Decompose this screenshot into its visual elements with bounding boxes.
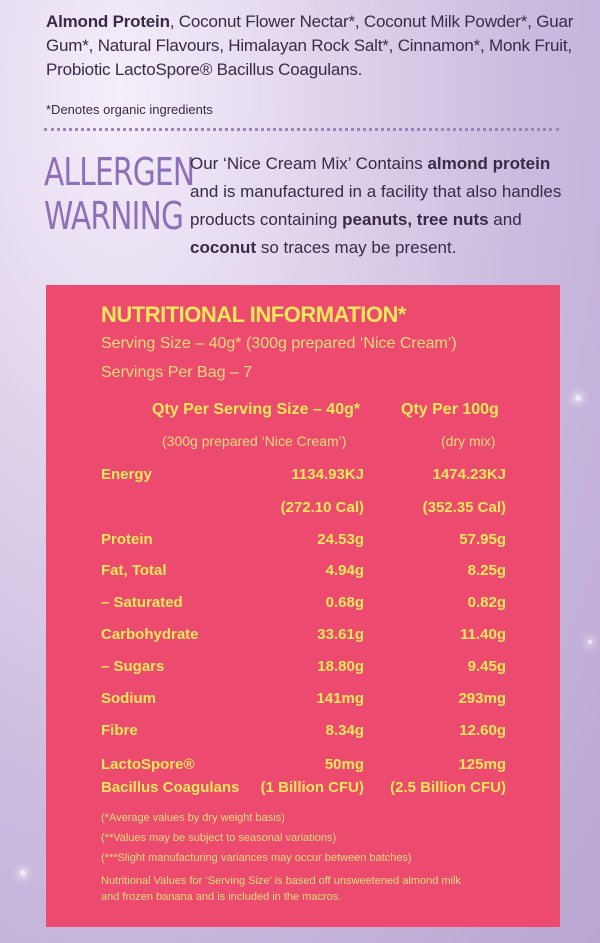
row-label: Protein: [101, 531, 153, 548]
col2-header: Qty Per 100g: [401, 401, 499, 418]
row-label: Sodium: [101, 690, 156, 707]
allergen-bold-b: peanuts, tree nuts: [342, 210, 489, 229]
footnote: (**Values may be subject to seasonal variations): [101, 832, 337, 844]
allergen-title-line1: ALLERGEN: [44, 150, 195, 194]
organic-note: *Denotes organic ingredients: [46, 102, 213, 117]
row-label: Energy: [101, 466, 152, 483]
row-label: Fat, Total: [101, 562, 167, 579]
footnote: Nutritional Values for ‘Serving Size’ is based off unsweetened almond milk: [101, 875, 461, 887]
row-label: Carbohydrate: [101, 626, 199, 643]
row-value-100g: (352.35 Cal): [422, 499, 506, 516]
col1-header: Qty Per Serving Size – 40g*: [152, 401, 361, 418]
row-label: Bacillus Coagulans: [101, 779, 240, 796]
row-value-100g: 0.82g: [467, 594, 506, 611]
sparkle-decoration: [20, 870, 26, 876]
row-value-100g: 12.60g: [459, 722, 506, 739]
allergen-text-b: and is manufactured in a facility that also handles products containing: [190, 182, 562, 229]
row-value-serving: 33.61g: [317, 626, 364, 643]
allergen-text-a: Our ‘Nice Cream Mix’ Contains: [190, 154, 428, 173]
allergen-text-d: so traces may be present.: [256, 238, 457, 257]
allergen-warning-title: [44, 150, 195, 238]
row-value-serving: 8.34g: [325, 722, 364, 739]
ingredients-bold: Almond Protein: [46, 12, 170, 31]
sparkle-decoration: [588, 640, 592, 644]
nutrition-panel: [46, 285, 560, 927]
row-value-100g: 11.40g: [460, 626, 506, 643]
serving-size: Serving Size – 40g* (300g prepared ‘Nice Cream’): [101, 335, 457, 352]
sparkle-decoration: [575, 395, 581, 401]
allergen-bold-c: coconut: [190, 238, 257, 257]
row-value-100g: 293mg: [458, 690, 506, 707]
row-label: – Sugars: [101, 658, 165, 675]
row-value-serving: (1 Billion CFU): [260, 779, 364, 796]
row-value-100g: 1474.23KJ: [432, 466, 506, 483]
row-value-100g: 8.25g: [467, 562, 506, 579]
row-label: – Saturated: [101, 594, 183, 611]
row-value-100g: 9.45g: [467, 658, 506, 675]
row-value-100g: 57.95g: [459, 531, 506, 548]
row-value-serving: 24.53g: [317, 531, 364, 548]
row-value-serving: 50mg: [324, 756, 364, 773]
row-value-serving: 4.94g: [325, 562, 364, 579]
row-value-serving: 141mg: [316, 690, 364, 707]
allergen-warning-text: [190, 150, 565, 262]
row-value-100g: 125mg: [458, 756, 506, 773]
row-value-serving: 18.80g: [317, 658, 364, 675]
allergen-title-line2: WARNING: [44, 194, 184, 238]
dotted-divider: [44, 128, 559, 131]
row-value-serving: 1134.93KJ: [291, 466, 364, 483]
ingredients-list: [46, 10, 576, 82]
ingredients-rest: , Coconut Flower Nectar*, Coconut Milk Powder*, Guar Gum*, Natural Flavours, Himalayan Rock Salt*, Cinnamon*, Monk Fruit, Probiotic LactoSpore® Bacillus Coagulans.: [46, 12, 574, 79]
col1-subheader: (300g prepared ‘Nice Cream’): [162, 433, 347, 449]
row-value-serving: (272.10 Cal): [280, 499, 364, 516]
footnote: (*Average values by dry weight basis): [101, 812, 285, 824]
allergen-text-c: and: [488, 210, 522, 229]
footnote: (***Slight manufacturing variances may occur between batches): [101, 852, 412, 864]
col2-subheader: (dry mix): [441, 433, 496, 449]
row-label: LactoSpore®: [101, 756, 195, 773]
allergen-bold-a: almond protein: [427, 154, 551, 173]
row-label: Fibre: [101, 722, 138, 739]
row-value-100g: (2.5 Billion CFU): [390, 779, 506, 796]
nutrition-title: NUTRITIONAL INFORMATION*: [101, 302, 406, 327]
footnote: and frozen banana and is included in the macros.: [101, 891, 342, 903]
servings-per-bag: Servings Per Bag – 7: [101, 364, 253, 381]
row-value-serving: 0.68g: [325, 594, 364, 611]
